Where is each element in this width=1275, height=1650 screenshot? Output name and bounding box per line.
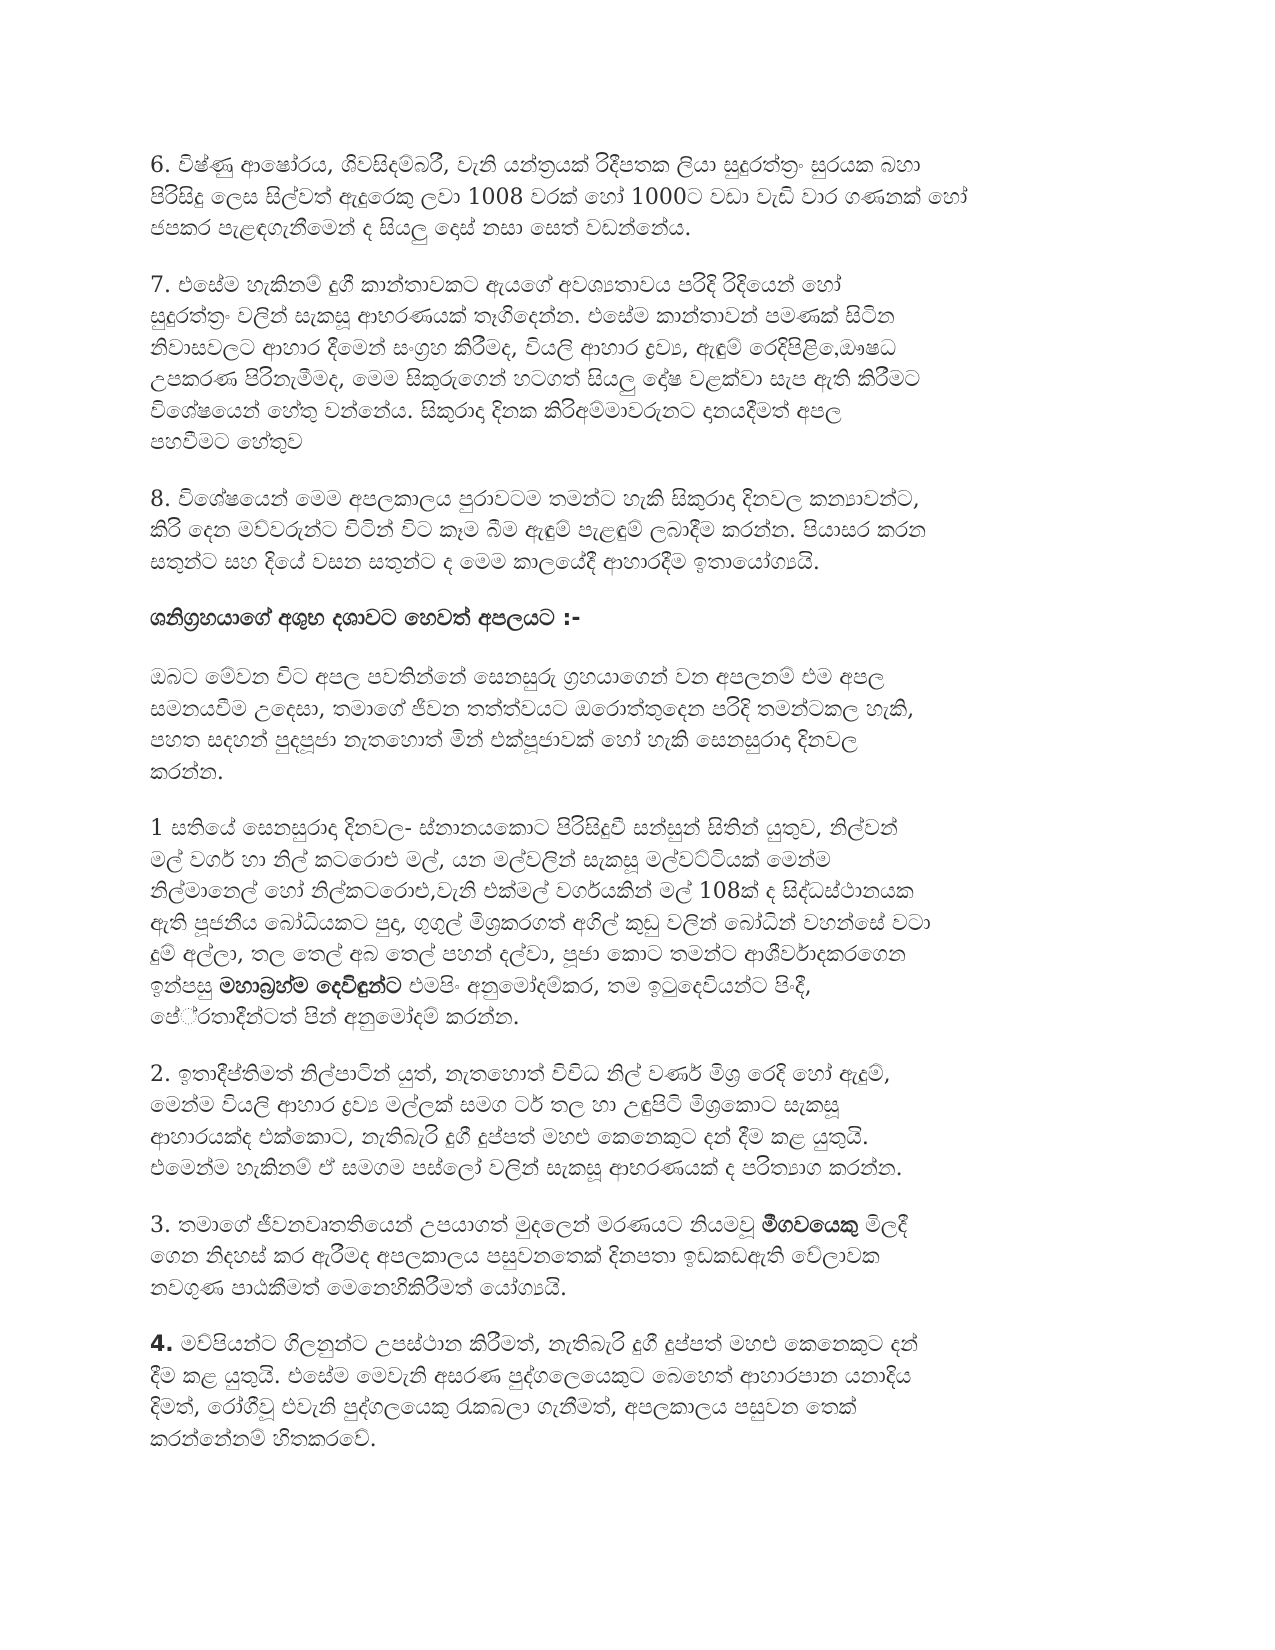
text-line bbox=[150, 1090, 1090, 1122]
paragraph bbox=[150, 1059, 1090, 1185]
text-run: නිල්මානෙල් හෝ නිල්කටරොළු,වැනි එක්මල් වර්ගයකින් මල් 108ක් ද සිද්ධස්ථානයක bbox=[150, 879, 914, 904]
text-line bbox=[150, 1241, 1090, 1273]
text-run: එමෙන්ම හැකිනම් ඒ සමගම පස්ලෝ වලින් සැකසූ ආභරණයක් ද පරිත්‍යාග කරන්න. bbox=[150, 1156, 903, 1181]
text-line bbox=[150, 1392, 1090, 1424]
text-run: ඇති පූජනීය බෝධියකට පුදා, ගුගුල් මිශ්‍රකරගත් අගිල් කුඩු වලින් බෝධින් වහන්සේ වටා bbox=[150, 910, 931, 936]
text-run: පේ්රතාදීන්ටත් පින් අනුමෝදම් කරන්න. bbox=[150, 1005, 520, 1030]
paragraph bbox=[150, 1329, 1090, 1455]
text-line bbox=[150, 939, 1090, 971]
text-line bbox=[150, 694, 1090, 726]
text-run: දුම් අල්ලා, තල තෙල් අබ තෙල් පහන් දල්වා, පූජා කොට තමන්ට ආශීර්වාදකරගෙන bbox=[150, 942, 906, 967]
text-run: කරන්නේනම් හිතකරවේ. bbox=[150, 1426, 377, 1452]
bold-text: මහාබ්‍රහ්ම දෙවිඳුන්ට bbox=[219, 973, 402, 999]
text-run: 8. විශේෂයෙන් මෙම අපලකාලය පුරාවටම තමන්ට හැකි සිකුරාදා දිනවල කන්‍යාවන්ට, bbox=[150, 486, 920, 512]
text-run: ගෙන නිදහස් කර ඇරීමද අපලකාලය පසුවනතෙක් දිනපතා ඉඩකඩඇති වේලාවක bbox=[150, 1244, 880, 1269]
text-line bbox=[150, 270, 1090, 302]
text-line bbox=[150, 1361, 1090, 1393]
text-line bbox=[150, 1210, 1090, 1242]
text-line bbox=[150, 484, 1090, 516]
text-run: 6. විෂ්ණු ආෂෝරය, ශිවසිදම්බරී, වැනි යන්ත්‍රයක් රිදීපතක ලියා සුදුරත්ත්‍රං සුරයක බහා bbox=[150, 153, 921, 178]
text-run: පහත සදහන් පුදපූජා නැතහොත් මින් එක්පූජාවක් හෝ හැකි සෙනසුරාදා දිනවල bbox=[150, 728, 858, 753]
paragraph bbox=[150, 813, 1090, 1034]
text-line bbox=[150, 725, 1090, 757]
text-run: මෙන්ම වියලි ආහාර ද්‍රව්‍ය මල්ලක් සමග ර්ට තල හා උඳුපිටි මිශ්‍රකොට සැකසූ bbox=[150, 1093, 840, 1118]
text-run: ආහාරයක්ද එක්කොට, නැතිබැරි දුගී දුප්පත් මහළු කෙනෙකුට දන් දීම කළ යුතුයි. bbox=[150, 1124, 869, 1150]
text-run: ඉන්පසු bbox=[150, 973, 220, 999]
text-line bbox=[150, 333, 1090, 365]
text-line bbox=[150, 1153, 1090, 1185]
bold-text: මීගවයෙකු bbox=[761, 1212, 858, 1238]
text-run: නවගුණ පාඨකීමත් මෙනෙහිකිරීමත් යෝග්‍යයි. bbox=[150, 1275, 567, 1301]
text-line bbox=[150, 908, 1090, 940]
text-run: උපකරණ පිරිනැමීමද, මෙම සිකුරුගෙන් හටගත් සියලු දෝෂ වළක්වා සැප ඇති කිරීමට bbox=[150, 367, 921, 392]
text-run: එමපිං අනුමෝදම්කර, තම ඉටුදෙවියන්ට පිංදී, bbox=[401, 973, 812, 999]
text-line bbox=[150, 662, 1090, 694]
text-run: දිමත්, රෝගීවූ එවැනි පුද්ගලයෙකු රැකබලා ගැනීමත්, අපලකාලය පසුවන තෙක් bbox=[150, 1395, 857, 1420]
text-line bbox=[150, 757, 1090, 789]
text-run: 2. ඉතාදීප්තිමත් නිල්පාටින් යුත්, නැතහොත් විවිධ නිල් වර්ණ මිශ්‍ර රෙදි හෝ ඇදුම්, bbox=[150, 1061, 891, 1087]
text-line bbox=[150, 396, 1090, 428]
text-line bbox=[150, 182, 1090, 214]
text-run: කිරි දෙන මව්වරුන්ට විටින් විට කෑම බීම ඇඳුම් පැළඳුම් ලබාදීම කරන්න. පියාසර කරන bbox=[150, 518, 926, 543]
text-line bbox=[150, 1122, 1090, 1154]
text-line bbox=[150, 1273, 1090, 1305]
text-run: ඔබට මේවන විට අපල පවතින්නේ සෙනසුරු ග්‍රහයාගෙන් වන අපලනම් එම අපල bbox=[150, 665, 885, 690]
text-run: නිවාසවලට ආහාර දීමෙන් සංග්‍රහ කිරීමද, වියලි ආහාර ද්‍රව්‍ය, ඇඳුම් රෙදිපිළි,ෙඖෂධ bbox=[150, 335, 897, 361]
text-line bbox=[150, 547, 1090, 579]
text-run: ජපකර පැළඳගැනීමෙන් ද සියලු දොස් නසා සෙත් වඩන්නේය. bbox=[150, 216, 692, 241]
text-line bbox=[150, 515, 1090, 547]
text-line bbox=[150, 876, 1090, 908]
paragraph bbox=[150, 270, 1090, 459]
text-line bbox=[150, 813, 1090, 845]
paragraph bbox=[150, 484, 1090, 579]
text-run: මව්පියන්ට ගිලනුන්ට උපස්ථාන කිරීමත්, නැතිබැරි දුගී දුප්පත් මහළු කෙනෙකුට දන් bbox=[173, 1332, 918, 1357]
text-line bbox=[150, 364, 1090, 396]
section-heading: ශනිග්‍රහයාගේ අශුභ දශාවට හෙවත් අපලයට :- bbox=[150, 606, 581, 631]
paragraph bbox=[150, 150, 1090, 245]
text-line bbox=[150, 1329, 1090, 1361]
bold-text: 4. bbox=[150, 1332, 174, 1357]
text-run: කරන්න. bbox=[150, 759, 224, 785]
text-line bbox=[150, 971, 1090, 1003]
text-run: 3. තමාගේ ජීවනවෘතතියෙන් උපයාගත් මුදලෙන් මරණයට නියමවූ bbox=[150, 1212, 762, 1238]
text-run: මිලදී bbox=[857, 1212, 908, 1238]
text-line bbox=[150, 1002, 1090, 1034]
text-run: සතුන්ට සහ දියේ වසන සතුන්ට ද මෙම කාලයේදී ආහාරදීම ඉතායෝග්‍යයි. bbox=[150, 549, 820, 575]
text-run: සුදුරත්ත්‍රං වලින් සැකසූ ආභරණයක් තෑගිදෙන්න. එසේම කාන්තාවන් පමණක් සිටින bbox=[150, 304, 895, 329]
text-line bbox=[150, 150, 1090, 182]
text-run: පිරිසිදු ලෙස සිල්වත් ඇදුරෙකු ලවා 1008 වරක් හෝ 1000ට වඩා වැඩි වාර ගණනක් හෝ bbox=[150, 184, 968, 210]
text-run: මල් වර්ග හා නිල් කටරොළු මල්, යන මල්වලින් සැකසූ මල්වට්ටියක් මෙන්ම bbox=[150, 847, 831, 873]
text-run: 7. එසේම හැකිනම් දුගී කාන්තාවකට ඇයගේ අවශ්‍යතාවය පරිදි රිදියෙන් හෝ bbox=[150, 272, 842, 298]
text-run: සමනයවීම උදෙසා, තමාගේ ජීවන තත්ත්වයට ඔරොත්තුදෙන පරිදි තමන්ටකල හැකි, bbox=[150, 696, 915, 722]
paragraph bbox=[150, 662, 1090, 788]
text-line bbox=[150, 213, 1090, 245]
text-line bbox=[150, 1424, 1090, 1456]
paragraph bbox=[150, 1210, 1090, 1305]
text-line bbox=[150, 845, 1090, 877]
text-line bbox=[150, 427, 1090, 459]
text-run: දීම කළ යුතුයි. එසේම මෙවැනි අසරණ පුද්ගලෙයෙකුට බෙහෙත් ආහාරපාන යනාදිය bbox=[150, 1363, 912, 1389]
text-run: පහවීමට හේතුව bbox=[150, 430, 303, 455]
text-run: විශේෂයෙන් හේතු වන්නේය. සිකුරාදා දිනක කිරිඅම්මාවරුනට දානයදීමත් අපල bbox=[150, 398, 842, 424]
document-page bbox=[150, 150, 1090, 1480]
text-run: 1 සතියේ සෙනසුරාදා දිනවල- ස්නානයකොට පිරිසිදුවී සන්සුන් සිතින් යුතුව, නිල්වන් bbox=[150, 816, 898, 841]
text-line bbox=[150, 1059, 1090, 1091]
text-line bbox=[150, 301, 1090, 333]
